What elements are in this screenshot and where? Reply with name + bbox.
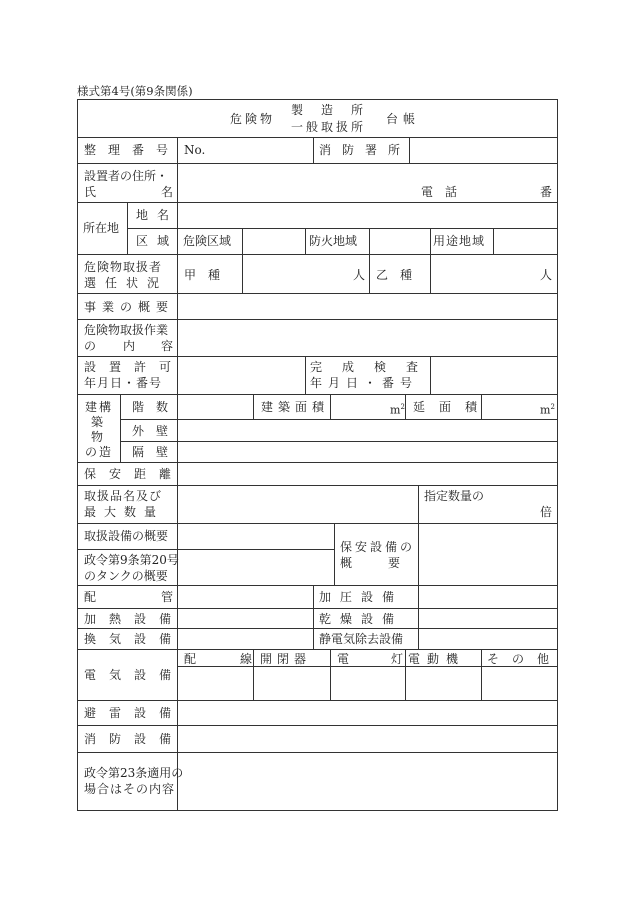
label-dendoki: 電動機 — [408, 652, 466, 666]
label-kensa-1: 完成検査 — [310, 360, 439, 374]
label-haikan-1: 配 — [84, 590, 97, 604]
label-kaatsu: 加圧設備 — [319, 590, 404, 604]
label-denki: 電気設備 — [84, 668, 185, 682]
ledger-form — [77, 99, 563, 811]
label-kaiheiki: 開閉器 — [260, 652, 312, 666]
label-denwa-2: 話 — [445, 185, 458, 199]
label-haisen-2: 線 — [240, 652, 253, 666]
label-seidenki: 静電気除去設備 — [319, 632, 404, 646]
label-setchisha-mei: 名 — [161, 185, 174, 199]
label-dento-2: 灯 — [391, 652, 404, 666]
label-nobe-menseki: 延面積 — [413, 400, 492, 414]
label-jigyo-gaiyo: 事業の概要 — [84, 300, 175, 314]
title-line2: 一般取扱所 — [291, 120, 367, 134]
label-hoan-setsubi-2: 概要 — [340, 556, 437, 570]
unit-sqm-1: $m^2$ — [390, 403, 405, 417]
form-number-label: 様式第4号(第9条関係) — [77, 84, 193, 98]
label-kenchiku-3: 物 — [91, 430, 104, 444]
label-toriatsukaisha-1: 危険物取扱者 — [84, 260, 163, 274]
label-shozaichi: 所在地 — [83, 221, 120, 235]
label-hinmei-2: 最大数量 — [84, 505, 165, 519]
title-suffix: 台帳 — [386, 112, 421, 126]
label-sagyo-2b: 内 — [123, 339, 136, 353]
label-toriatsukaisha-2: 選任状況 — [84, 276, 169, 290]
label-boka-chiiki: 防火地域 — [309, 234, 358, 248]
label-sonota: その他 — [487, 652, 563, 666]
label-chimei: 地名 — [136, 208, 179, 222]
label-kensa-2: 年月日・番号 — [310, 376, 419, 390]
title-line1: 製 造 所 — [291, 103, 367, 117]
label-kenchiku-1: 建構 — [85, 400, 114, 414]
label-haisen-1: 配 — [184, 652, 197, 666]
unit-sqm-2: $m^2$ — [540, 403, 555, 417]
label-bai: 倍 — [540, 505, 553, 519]
label-dento-1: 電 — [337, 652, 350, 666]
label-kiken-kuiki: 危険区域 — [183, 234, 232, 248]
label-setchisha-line1: 設置者の住所・ — [84, 169, 169, 183]
label-kyoka-1: 設置許可 — [84, 360, 185, 374]
label-sagyo-2c: 容 — [161, 339, 174, 353]
label-shobo: 消防設備 — [84, 732, 185, 746]
label-seiri-bango: 整理番号 — [84, 143, 181, 157]
title-prefix: 危険物 — [230, 112, 276, 126]
label-denwa-1: 電 — [421, 185, 434, 199]
label-setchisha-shi: 氏 — [84, 185, 97, 199]
label-shobosho: 消防署所 — [319, 143, 412, 157]
label-kanki: 換気設備 — [84, 632, 185, 646]
label-kuiki: 区域 — [136, 234, 179, 248]
label-haikan-2: 管 — [161, 590, 174, 604]
label-yoto-chiiki: 用途地域 — [433, 234, 486, 248]
label-kaisu: 階数 — [132, 400, 181, 414]
label-kakuheki: 隔壁 — [132, 445, 181, 459]
label-hirai: 避雷設備 — [84, 706, 185, 720]
label-setsubi-gaiyo: 取扱設備の概要 — [84, 529, 169, 543]
label-gaiheki: 外壁 — [132, 424, 181, 438]
label-rei23-1: 政令第23条適用の — [84, 766, 184, 780]
label-nin-otsu: 人 — [540, 268, 553, 282]
label-kanso: 乾燥設備 — [319, 612, 404, 626]
label-otsu-shu: 乙 種 — [376, 268, 413, 282]
label-kenchiku-2: 築 — [91, 415, 104, 429]
label-ko-shu: 甲 種 — [184, 268, 221, 282]
label-rei23-2: 場合はその内容 — [84, 782, 176, 796]
value-no: No. — [184, 143, 206, 157]
label-tank-1: 政令第9条第20号 — [84, 553, 179, 567]
label-tank-2: のタンクの概要 — [84, 569, 168, 583]
label-kanetsu: 加熱設備 — [84, 612, 185, 626]
label-sagyo-2a: の — [84, 339, 97, 353]
label-hoan-setsubi-1: 保安設備の — [340, 540, 416, 554]
label-hoan-kyori: 保安距離 — [84, 467, 185, 481]
label-kenchiku-4: の造 — [85, 445, 114, 459]
label-kenchiku-menseki: 建築面積 — [261, 400, 330, 414]
label-hinmei-1: 取扱品名及び — [84, 489, 163, 503]
label-kyoka-2: 年月日・番号 — [84, 376, 163, 390]
label-denwa-3: 番 — [540, 185, 553, 199]
label-nin-ko: 人 — [353, 268, 366, 282]
label-sagyo-1: 危険物取扱作業 — [84, 323, 169, 337]
label-shitei-suryo: 指定数量の — [424, 489, 485, 503]
